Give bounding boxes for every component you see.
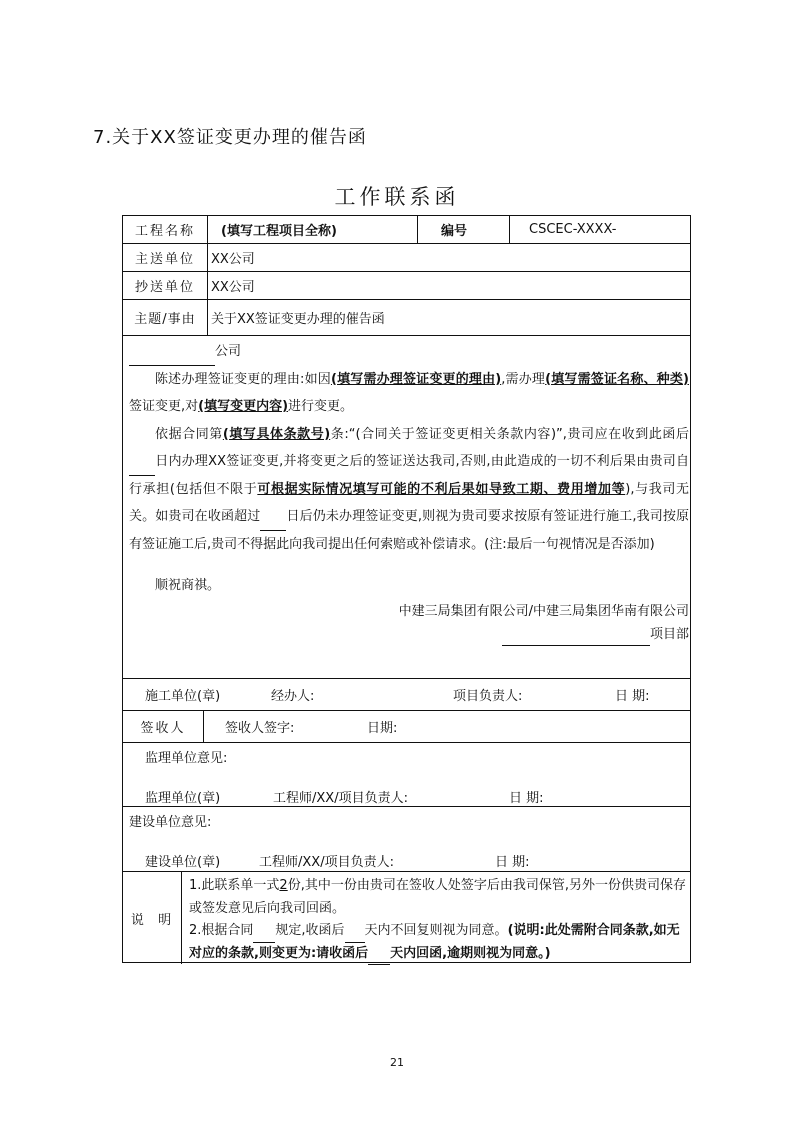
note-2-bold-a: (说明:此处需附合同条款,如无对应的条款,则变更为:请收函后 bbox=[189, 923, 680, 961]
note-1-a: 1.此联系单一式 bbox=[189, 878, 280, 893]
supervision-opinion: 监理单位意见: bbox=[145, 750, 228, 766]
construction-date: 日 期: bbox=[615, 689, 650, 704]
reason-prefix: 陈述办理签证变更的理由:如因 bbox=[155, 371, 331, 387]
supervision-date: 日 期: bbox=[509, 790, 544, 806]
reason-paragraph bbox=[129, 366, 689, 421]
to-label: 主送单位 bbox=[134, 252, 195, 267]
note-1 bbox=[189, 875, 687, 920]
sender-dept: 项目部 bbox=[649, 626, 689, 642]
basis-b: 条:“(合同关于签证变更相关条款内容)”,贵司应在收到此函后 bbox=[330, 426, 689, 442]
sender: 中建三局集团有限公司/中建三局集团华南有限公司 bbox=[398, 603, 689, 619]
to-value: XX公司 bbox=[211, 252, 255, 267]
basis-a: 依据合同第 bbox=[155, 426, 223, 442]
project-label: 工程名称 bbox=[134, 224, 195, 239]
note-2-bold-b: 天内回函,逾期则视为同意。) bbox=[390, 945, 551, 961]
page-number: 21 bbox=[390, 1056, 404, 1069]
handler-label: 经办人: bbox=[271, 689, 315, 704]
owner-unit: 建设单位(章) bbox=[145, 854, 221, 870]
note-2 bbox=[189, 920, 687, 965]
receipt-signature: 签收人签字: bbox=[225, 721, 295, 736]
supervision-engineer: 工程师/XX/项目负责人: bbox=[273, 790, 408, 806]
consequence-fill: 可根据实际情况填写可能的不利后果如导致工期、费用增加等 bbox=[257, 481, 626, 497]
subject-row bbox=[123, 300, 690, 336]
owner-engineer: 工程师/XX/项目负责人: bbox=[259, 854, 394, 870]
contact-form-table bbox=[122, 215, 691, 963]
owner-row bbox=[123, 807, 690, 872]
document-title: 工作联系函 bbox=[334, 185, 460, 209]
receipt-row bbox=[123, 711, 690, 743]
addressee-line bbox=[129, 338, 689, 366]
supervision-unit: 监理单位(章) bbox=[145, 790, 221, 806]
notes-row bbox=[123, 872, 690, 964]
clause-fill: (填写具体条款号) bbox=[222, 426, 331, 442]
subject-value: 关于XX签证变更办理的催告函 bbox=[211, 312, 385, 327]
change-content-fill: (填写变更内容) bbox=[198, 399, 289, 414]
note-2-a: 2.根据合同 bbox=[189, 923, 254, 938]
sender-dept-line bbox=[129, 624, 689, 646]
note-2-b: 规定,收函后 bbox=[275, 923, 345, 938]
note-2-c: 天内不回复则视为同意。 bbox=[364, 923, 508, 938]
project-row bbox=[123, 216, 690, 244]
closing: 顺祝商祺。 bbox=[155, 578, 221, 593]
letter-body-row bbox=[123, 336, 690, 679]
subject-label: 主题/事由 bbox=[134, 312, 196, 327]
cc-row bbox=[123, 272, 690, 300]
addressee-suffix: 公司 bbox=[215, 344, 242, 359]
receipt-date: 日期: bbox=[367, 721, 398, 736]
basis-d: ),与我司无关。如贵司在收函超过 bbox=[129, 481, 689, 524]
number-label: 编号 bbox=[441, 224, 468, 239]
reason-fill: (填写需办理签证变更的理由) bbox=[330, 371, 502, 387]
section-heading: 7.关于XX签证变更办理的催告函 bbox=[93, 127, 367, 148]
owner-opinion: 建设单位意见: bbox=[129, 814, 212, 830]
supervision-row bbox=[123, 743, 690, 807]
basis-paragraph bbox=[129, 421, 689, 559]
visa-type-fill: (填写需签证名称、种类) bbox=[545, 371, 689, 387]
number-value: CSCEC-XXXX- bbox=[529, 222, 617, 237]
basis-e: 日后仍未办理签证变更,则视为贵司要求按原有签证进行施工,我司按原有签证施工后,贵司不得据此向我司提出任何索赔或补偿请求。(注:最后一句视情况是否添加) bbox=[129, 509, 689, 552]
notes-label: 说 明 bbox=[130, 912, 174, 928]
cc-label: 抄送单位 bbox=[134, 280, 195, 295]
basis-c: 日内办理XX签证变更,并将变更之后的签证送达我司,否则,由此造成的一切不利后果由贵司自行承担(包括但不限于 bbox=[129, 454, 689, 497]
reason-end: 进行变更。 bbox=[288, 399, 354, 414]
note-1-b: 份,其中一份由贵司在签收人处签字后由我司保管,另外一份供贵司保存或签发意见后向我司回函。 bbox=[189, 878, 686, 916]
owner-date: 日 期: bbox=[495, 854, 530, 870]
receipt-label: 签收人 bbox=[140, 721, 186, 736]
reason-mid: ,需办理 bbox=[501, 371, 546, 387]
project-value: (填写工程项目全称) bbox=[221, 224, 337, 239]
manager-label: 项目负责人: bbox=[453, 689, 523, 704]
construction-row bbox=[123, 679, 690, 711]
to-row bbox=[123, 244, 690, 272]
note-1-copies: 2 bbox=[279, 878, 288, 893]
cc-value: XX公司 bbox=[211, 280, 255, 295]
construction-unit: 施工单位(章) bbox=[145, 689, 221, 704]
reason-mid2: 签证变更,对 bbox=[129, 399, 199, 414]
